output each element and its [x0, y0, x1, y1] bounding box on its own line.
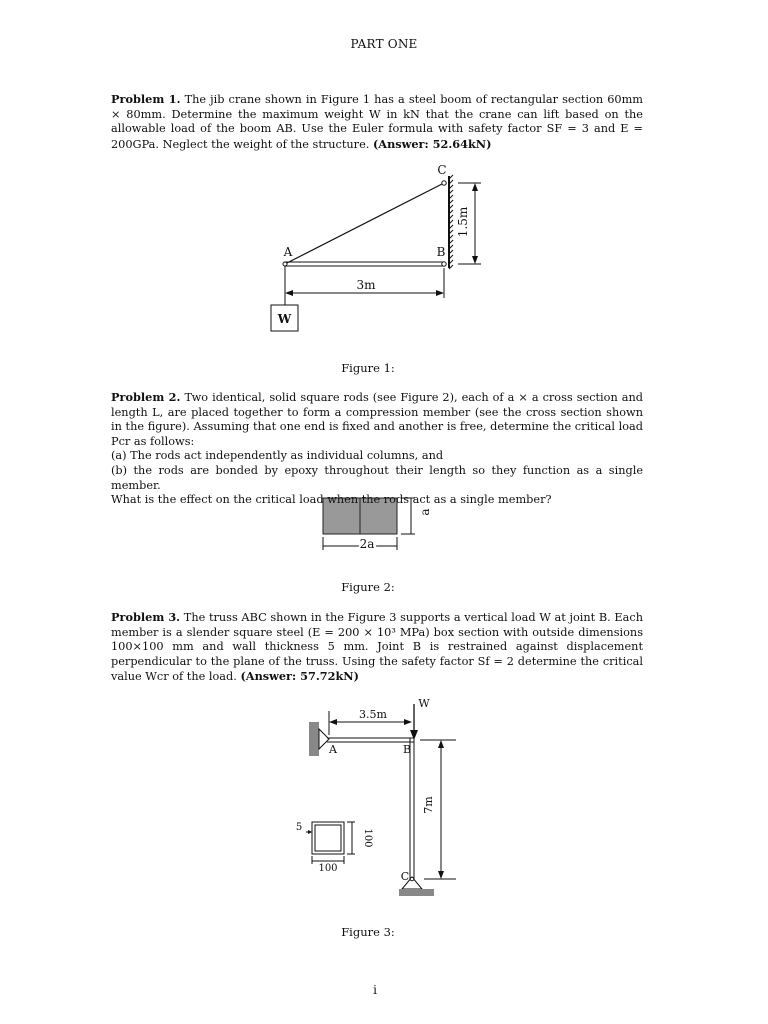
figure-3-truss — [296, 697, 456, 896]
fig1-dim-vertical: 1.5m — [456, 206, 470, 238]
problem-2-line-b: (b) the rods are bonded by epoxy throughout their length so they function as a single member. — [111, 463, 643, 492]
problem-2-label: Problem 2. — [111, 390, 181, 404]
problem-3 — [111, 610, 643, 685]
problem-2-line-a: (a) The rods act independently as individual columns, and — [111, 449, 444, 463]
problem-2-text: Two identical, solid square rods (see Figure 2), each of a × a cross section and length L, are placed together to form a compression member (see the cross section shown in the figure). Assuming that one end is fixed and another is free, determine the critical load Pcr as follows: — [111, 391, 643, 448]
fig1-label-c: C — [437, 163, 447, 177]
page-header: PART ONE — [350, 37, 418, 51]
fig3-dim-bc: 7m — [422, 796, 435, 814]
fig3-label-c: C — [400, 870, 410, 883]
fig3-label-b: B — [402, 743, 412, 756]
fig2-dim-width: 2a — [359, 537, 375, 551]
problem-2 — [111, 390, 643, 508]
fig3-section-height: 100 — [362, 828, 373, 848]
problem-3-label: Problem 3. — [111, 610, 181, 624]
page-number: i — [373, 983, 377, 997]
problem-2-line-c: What is the effect on the critical load when the rods act as a single member? — [111, 493, 552, 507]
fig3-label-w: W — [418, 697, 430, 710]
fig2-dim-height: a — [418, 508, 432, 516]
figure-3-caption: Figure 3: — [341, 925, 395, 939]
fig1-label-a: A — [283, 245, 293, 259]
fig3-dim-ab: 3.5m — [359, 708, 387, 721]
figure-1-caption: Figure 1: — [341, 361, 395, 375]
problem-1-label: Problem 1. — [111, 92, 181, 106]
problem-1-answer: (Answer: 52.64kN) — [372, 136, 492, 151]
fig1-dim-horizontal: 3m — [356, 278, 376, 292]
fig3-wall: 5 — [295, 822, 303, 833]
fig1-label-b: B — [436, 245, 446, 259]
problem-3-answer: (Answer: 57.72kN) — [240, 669, 359, 684]
fig3-section-width: 100 — [318, 863, 338, 874]
problem-3-text: The truss ABC shown in the Figure 3 supports a vertical load W at joint B. Each member is a slender square steel (E = 200 × 10³ MPa) box section with outside dimensions 100×100 mm and wall thickness 5 mm. Joint B is restrained against displacement perpendicular to the plane of the truss. Using the safety factor Sf = 2 determine the critical value Wcr of the load. — [111, 611, 643, 684]
weight-label: W — [277, 312, 292, 326]
problem-1-text: The jib crane shown in Figure 1 has a steel boom of rectangular section 60mm × 80mm. Determine the maximum weight W in kN that the crane can lift based on the allowable load of the boom AB. Use the Euler formula with safety factor SF = 3 and E = 200GPa. Neglect the weight of the structure. — [111, 93, 644, 151]
fig3-label-a: A — [329, 743, 337, 756]
figure-2-caption: Figure 2: — [341, 580, 395, 594]
